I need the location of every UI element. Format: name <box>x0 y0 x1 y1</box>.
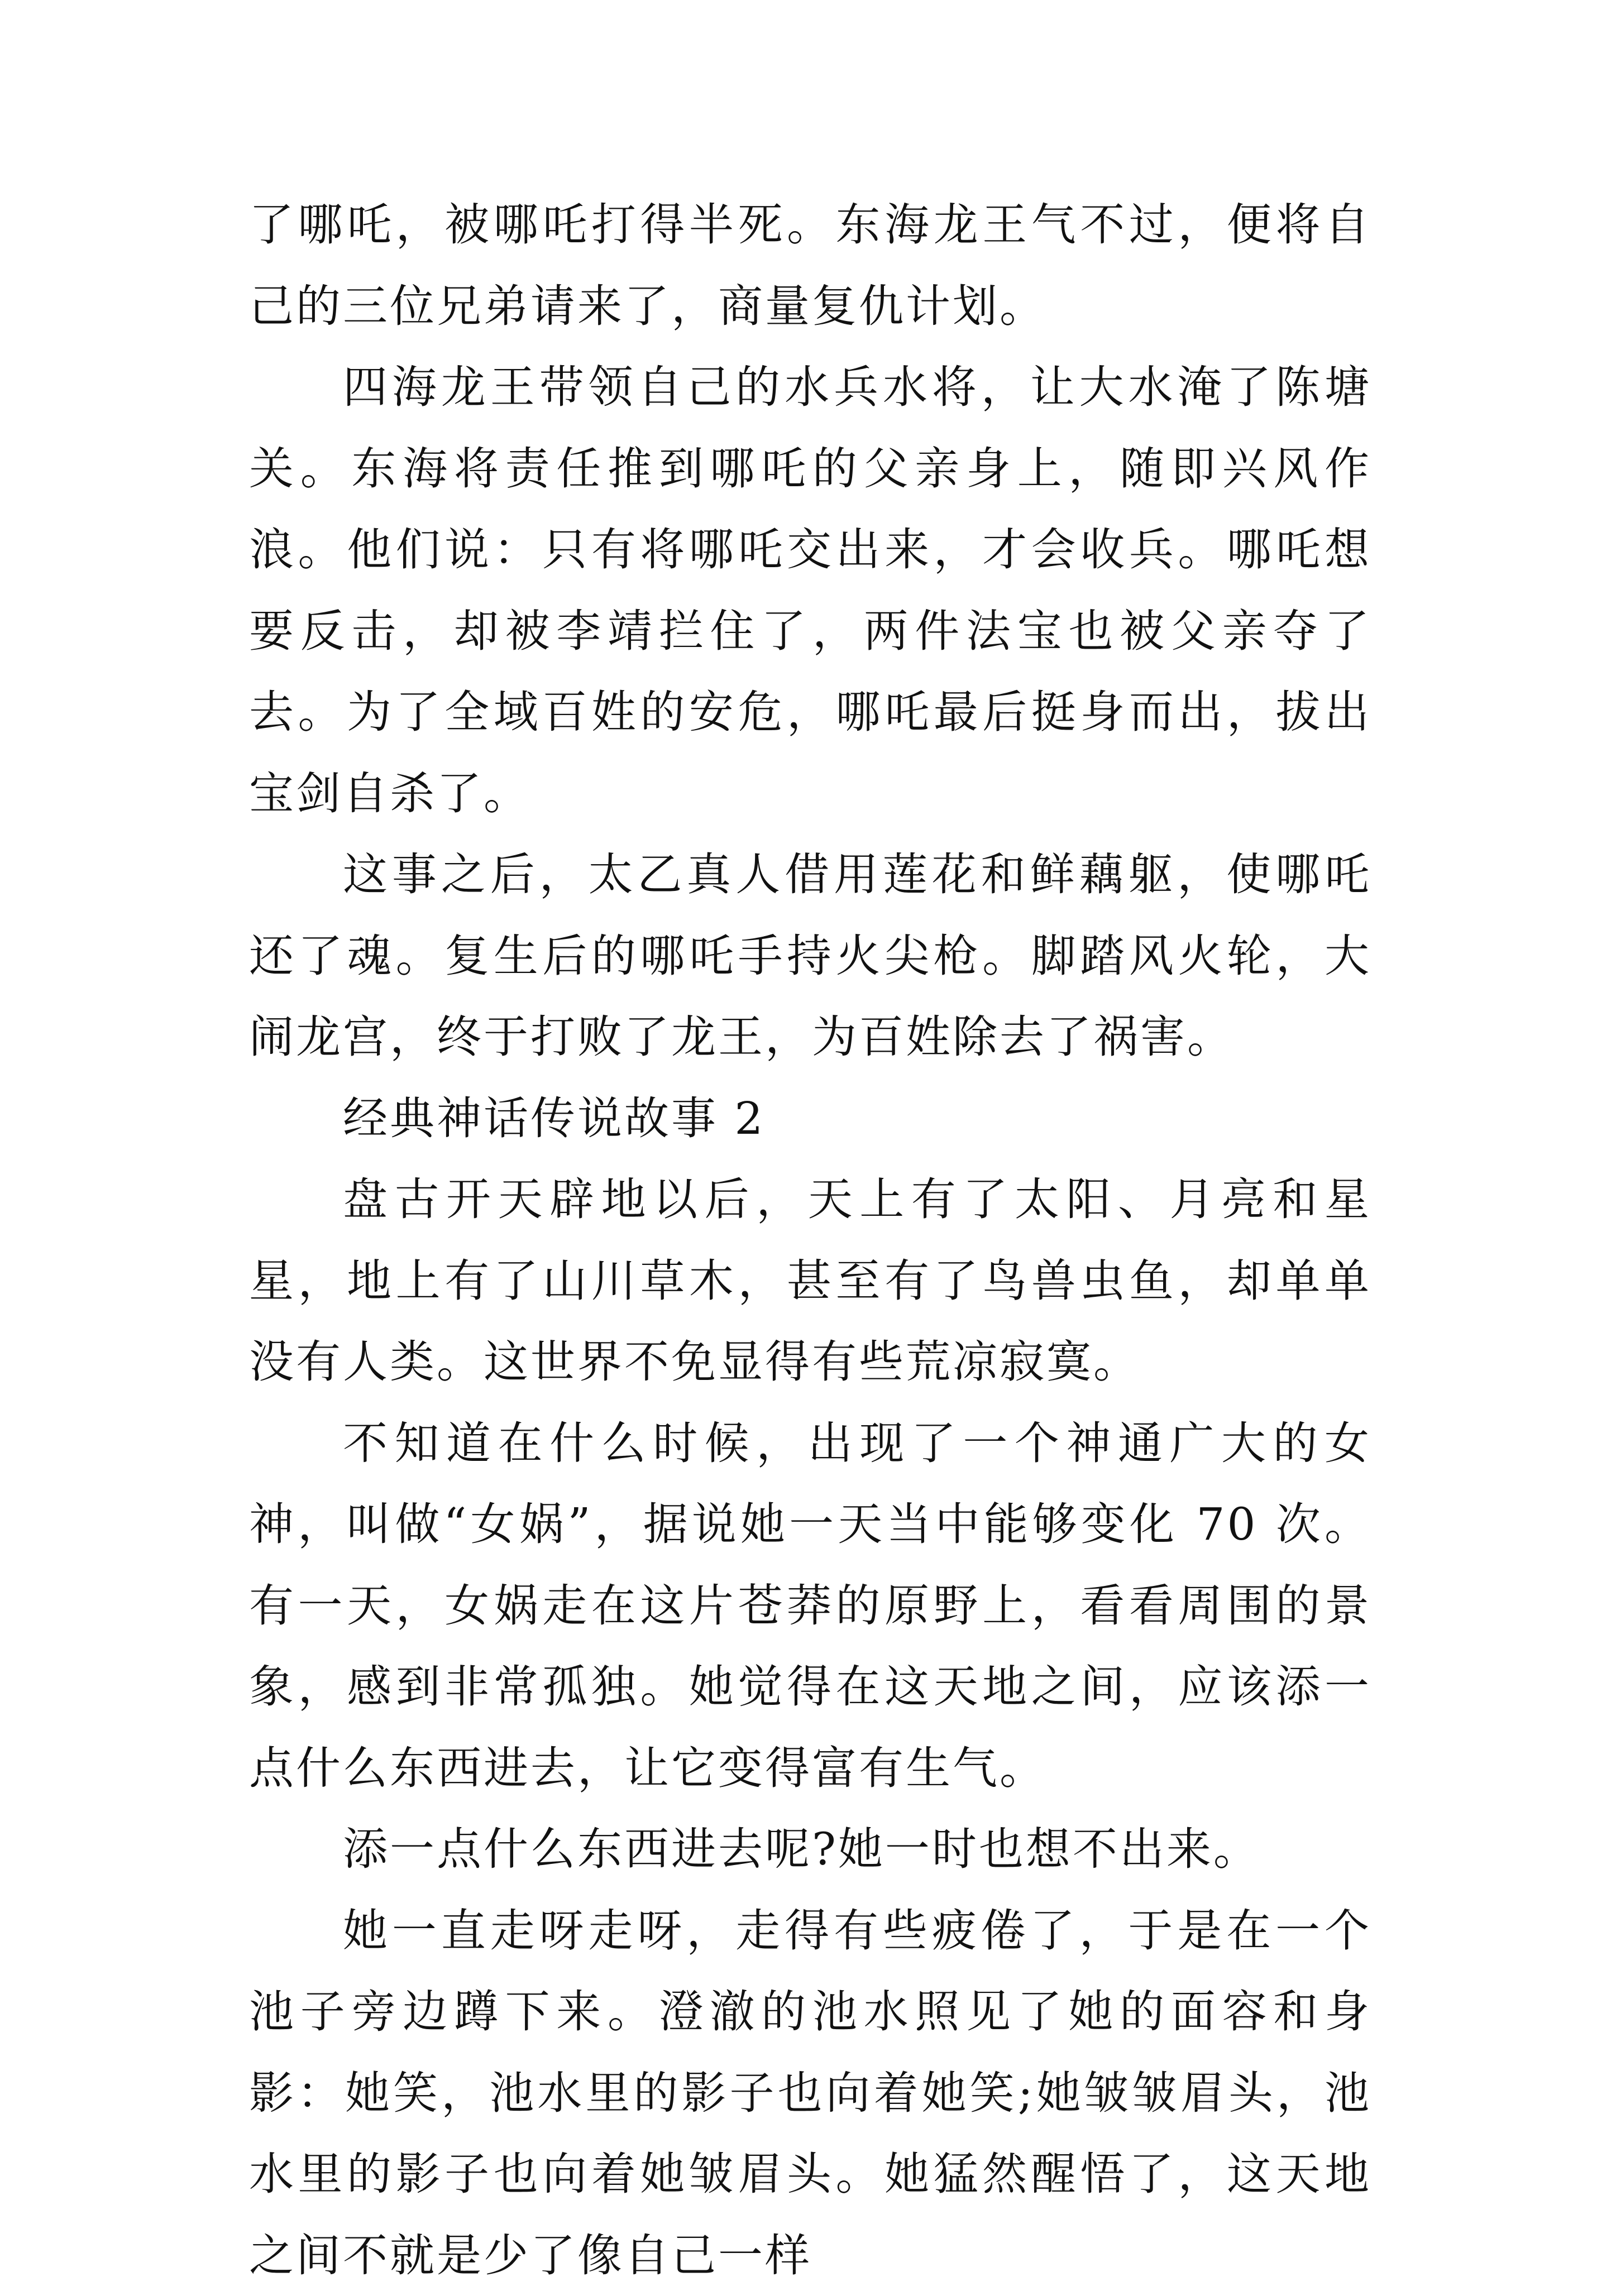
paragraph-4: 盘古开天辟地以后，天上有了太阳、月亮和星星，地上有了山川草木，甚至有了鸟兽虫鱼，却单单没有人类。这世界不免显得有些荒凉寂寞。 <box>249 1159 1371 1403</box>
paragraph-1: 了哪吒，被哪吒打得半死。东海龙王气不过，便将自己的三位兄弟请来了，商量复仇计划。 <box>249 184 1371 347</box>
paragraph-7: 她一直走呀走呀，走得有些疲倦了，于是在一个池子旁边蹲下来。澄澈的池水照见了她的面容和身影：她笑，池水里的影子也向着她笑;她皱皱眉头，池水里的影子也向着她皱眉头。她猛然醒悟了，这天地之间不就是少了像自己一样 <box>249 1890 1371 2296</box>
paragraph-2: 四海龙王带领自己的水兵水将，让大水淹了陈塘关。东海将责任推到哪吒的父亲身上，随即兴风作浪。他们说：只有将哪吒交出来，才会收兵。哪吒想要反击，却被李靖拦住了，两件法宝也被父亲夺了去。为了全域百姓的安危，哪吒最后挺身而出，拔出宝剑自杀了。 <box>249 347 1371 834</box>
section-heading: 经典神话传说故事 2 <box>249 1078 1371 1159</box>
paragraph-3: 这事之后，太乙真人借用莲花和鲜藕躯，使哪吒还了魂。复生后的哪吒手持火尖枪。脚踏风火轮，大闹龙宫，终于打败了龙王，为百姓除去了祸害。 <box>249 834 1371 1078</box>
document-body <box>249 184 1371 2296</box>
paragraph-5: 不知道在什么时候，出现了一个神通广大的女神，叫做“女娲”，据说她一天当中能够变化 70 次。有一天，女娲走在这片苍莽的原野上，看看周围的景象，感到非常孤独。她觉得在这天地之间，应该添一点什么东西进去，让它变得富有生气。 <box>249 1403 1371 1809</box>
paragraph-6: 添一点什么东西进去呢?她一时也想不出来。 <box>249 1809 1371 1890</box>
